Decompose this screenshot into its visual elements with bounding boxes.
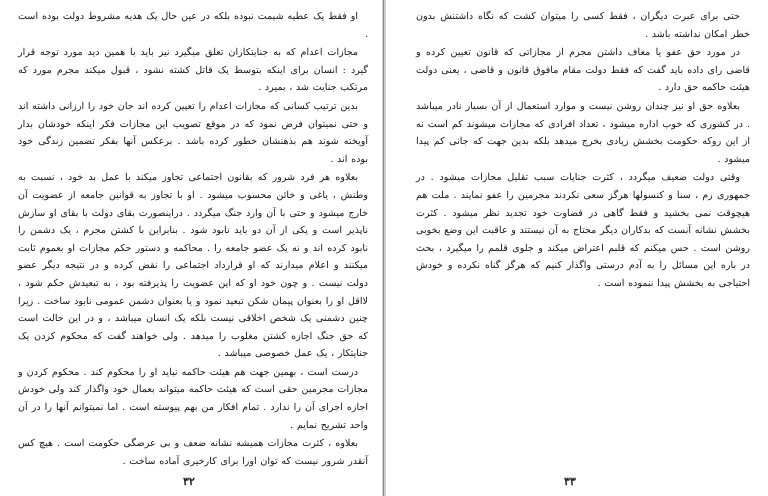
- paragraph: بعلاوه هر فرد شرور که بقانون اجتماعی تجاوز میکند با عمل بد خود ، نسبت به وطنش ، یاغی و خائن محسوب میشود . او با تجاوز به قوانین جامعه از عضویت آن خارج میشود و حتی با آن وارد جنگ میگردد . دراینصورت بقای دولت با بقای او سازش ناپذیر است و یکی از آن دو باید نابود شود . بنابراین با کشتن مجرم ، یک دشمن را نابود کرده اند و نه یک عضو جامعه را . محاکمه و دستور حکم مجازات او بعموم ثابت میکنند و اعلام میدارند که او قرارداد اجتماعی را نقض کرده و در نتیجه دیگر عضو دولت نیست . و چون خود او که این عضویت را پذیرفته بود ، به تبعیدش حکم شود ، لااقل او را بعنوان پیمان شکن تبعید نمود و یا بعنوان دشمن عمومی نابود ساخت . زیرا چنین دشمنی یک شخص اخلاقی نیست بلکه یک انسان میباشد ، و در این حالت است که حق جنگ اجازه کشتن مغلوب را میدهد . ولی خواهند گفت که محکوم کردن یک جنایتکار ، یک عمل خصوصی میباشد .: [18, 172, 368, 360]
- paragraph: بعلاوه حق او نیز چندان روشن نیست و موارد استعمال از آن بسیار نادر میباشد . در کشوری که خوب اداره میشود ، تعداد افرادی که مجازات میشوند کم است نه از این روکه حکومت بخشش زیادی بخرج میدهد بلکه بدین جهت که جانی کم پیدا میشود .: [416, 100, 750, 165]
- paragraph: بعلاوه ، کثرت مجازات همیشه نشانه ضعف و بی عرضگی حکومت است . هیچ کس آنقدر شرور نیست که توان اورا برای کارخیری آماده ساخت .: [18, 438, 368, 467]
- left-page-text: [18, 8, 368, 471]
- paragraph: حتی برای عبرت دیگران ، فقط کسی را میتوان کشت که نگاه داشتنش بدون خطر امکان نداشته باشد .: [416, 11, 750, 40]
- paragraph: او فقط یک عطیه شیمت نبوده بلکه در عین حال یک هدیه مشروط دولت بوده است .: [18, 11, 368, 40]
- paragraph: در مورد حق عفو یا معاف داشتن مجرم از مجازاتی که قانون تعیین کرده و قاضی رای داده باید گفت که فقط دولت مقام مافوق قانون و قاضی ، یعنی دولت هیئت حاکمه حق دارد .: [416, 47, 750, 94]
- paragraph: مجازات اعدام که به جنایتکاران تعلق میگیرد نیز باید با همین دید مورد توجه قرار گیرد : انسان برای اینکه بتوسط یک قاتل کشته نشود ، قبول میکند مجرم مورد که مرتکب جنایت شد ، بمیرد .: [18, 47, 368, 94]
- right-page-text: [416, 8, 750, 294]
- page-number: ۳۳: [564, 475, 576, 488]
- paragraph: بدین ترتیب کسانی که مجازات اعدام را تعیین کرده اند جان خود را ارزانی داشته اند و حتی نمیتوان فرض نمود که در موقع تصویب این مجازات فکر اینکه خودشان بدار آویخته شوند هم بذهنشان خطور کرده باشد . برعکس آنها بفکر تضمین زندگی خود بوده اند .: [18, 100, 368, 165]
- left-page: [0, 0, 382, 496]
- page-number: ۳۲: [183, 475, 195, 488]
- paragraph: درست است ، بهمین جهت هم هیئت حاکمه نباید او را محکوم کند . محکوم کردن و مجازات مجرمین حقی است که هیئت حاکمه میتواند بعمال خود واگذار کند ولی خودش اجازه اجرای آن را ندارد . تمام افکار من بهم پیوسته است . اما نمیتوانم آنها را در آن واحد تشریح نمایم .: [18, 366, 368, 431]
- paragraph: وقتی دولت ضعیف میگردد ، کثرت جنایات سبب تقلیل مجازات میشود . در جمهوری رم ، سنا و کنسولها هرگز سعی نکردند مجرمین را عفو نمایند . ملت هم هیچوقت نمی بخشید و فقط گاهی در قضاوت خود تجدید نظر میشود . کثرت بخشش نشانه آنست که بدکاران دیگر محتاج به آن نیستند و عاقبت این وضع بخوبی روشن است . حس میکنم که قلبم اعتراض میکند و جلوی قلمم را میگیرد ، بحث در باره این مسائل را به آدم درستی واگذار کنیم که هرگز گناه نکرده و خودش احتیاجی به بخشش پیدا ننموده است .: [416, 172, 750, 289]
- right-page: [386, 0, 768, 496]
